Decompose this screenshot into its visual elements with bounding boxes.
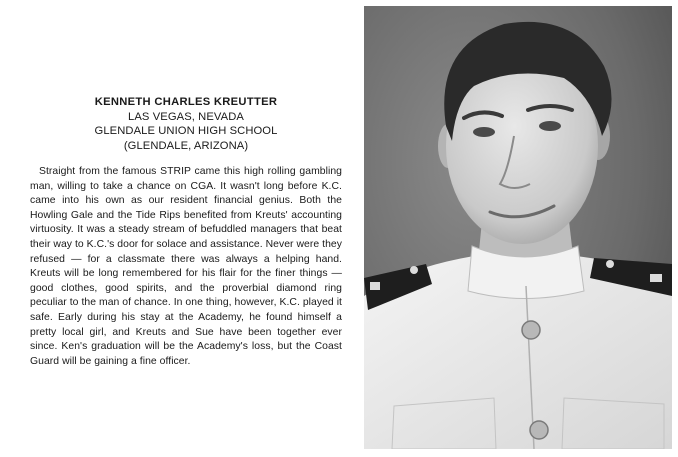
- right-shoulder-insignia: [650, 274, 662, 282]
- left-eye: [473, 127, 495, 137]
- hometown: LAS VEGAS, NEVADA: [128, 110, 244, 123]
- high-school: GLENDALE UNION HIGH SCHOOL: [94, 125, 278, 137]
- right-eye: [539, 121, 561, 131]
- uniform-button-1: [522, 321, 540, 339]
- high-school-location: (GLENDALE, ARIZONA): [123, 139, 249, 152]
- left-shoulder-insignia: [370, 282, 380, 290]
- profile-header: [30, 95, 342, 153]
- biography-block: [30, 95, 342, 369]
- portrait-photo: [364, 6, 672, 449]
- cadet-name: KENNETH CHARLES KREUTTER: [94, 96, 278, 108]
- uniform-button-2: [530, 421, 548, 439]
- biography-text: Straight from the famous STRIP came this high rolling gambling man, willing to take a chance on CGA. It wasn't long before K.C. came into his own as our resident financial genius. Both the Howling Gale and the Tide Rips benefited from Kreuts' accounting virtuosity. It was a steady stream of befuddled managers that beat their way to K.C.'s door for solace and assistance. Never were they refused — for a classmate there was always a helping hand. Kreuts will be long remembered for his flair for the finer things — good clothes, good spirits, and the proverbial diamond ring peculiar to the man of chance. In one thing, however, K.C. played it safe. Early during his stay at the Academy, he found himself a pretty local girl, and Kreuts and Sue have been together ever since. Ken's graduation will be the Academy's loss, but the Coast Guard will be gaining a fine officer.: [30, 166, 342, 367]
- left-shoulder-button: [410, 266, 418, 274]
- right-shoulder-button: [606, 260, 614, 268]
